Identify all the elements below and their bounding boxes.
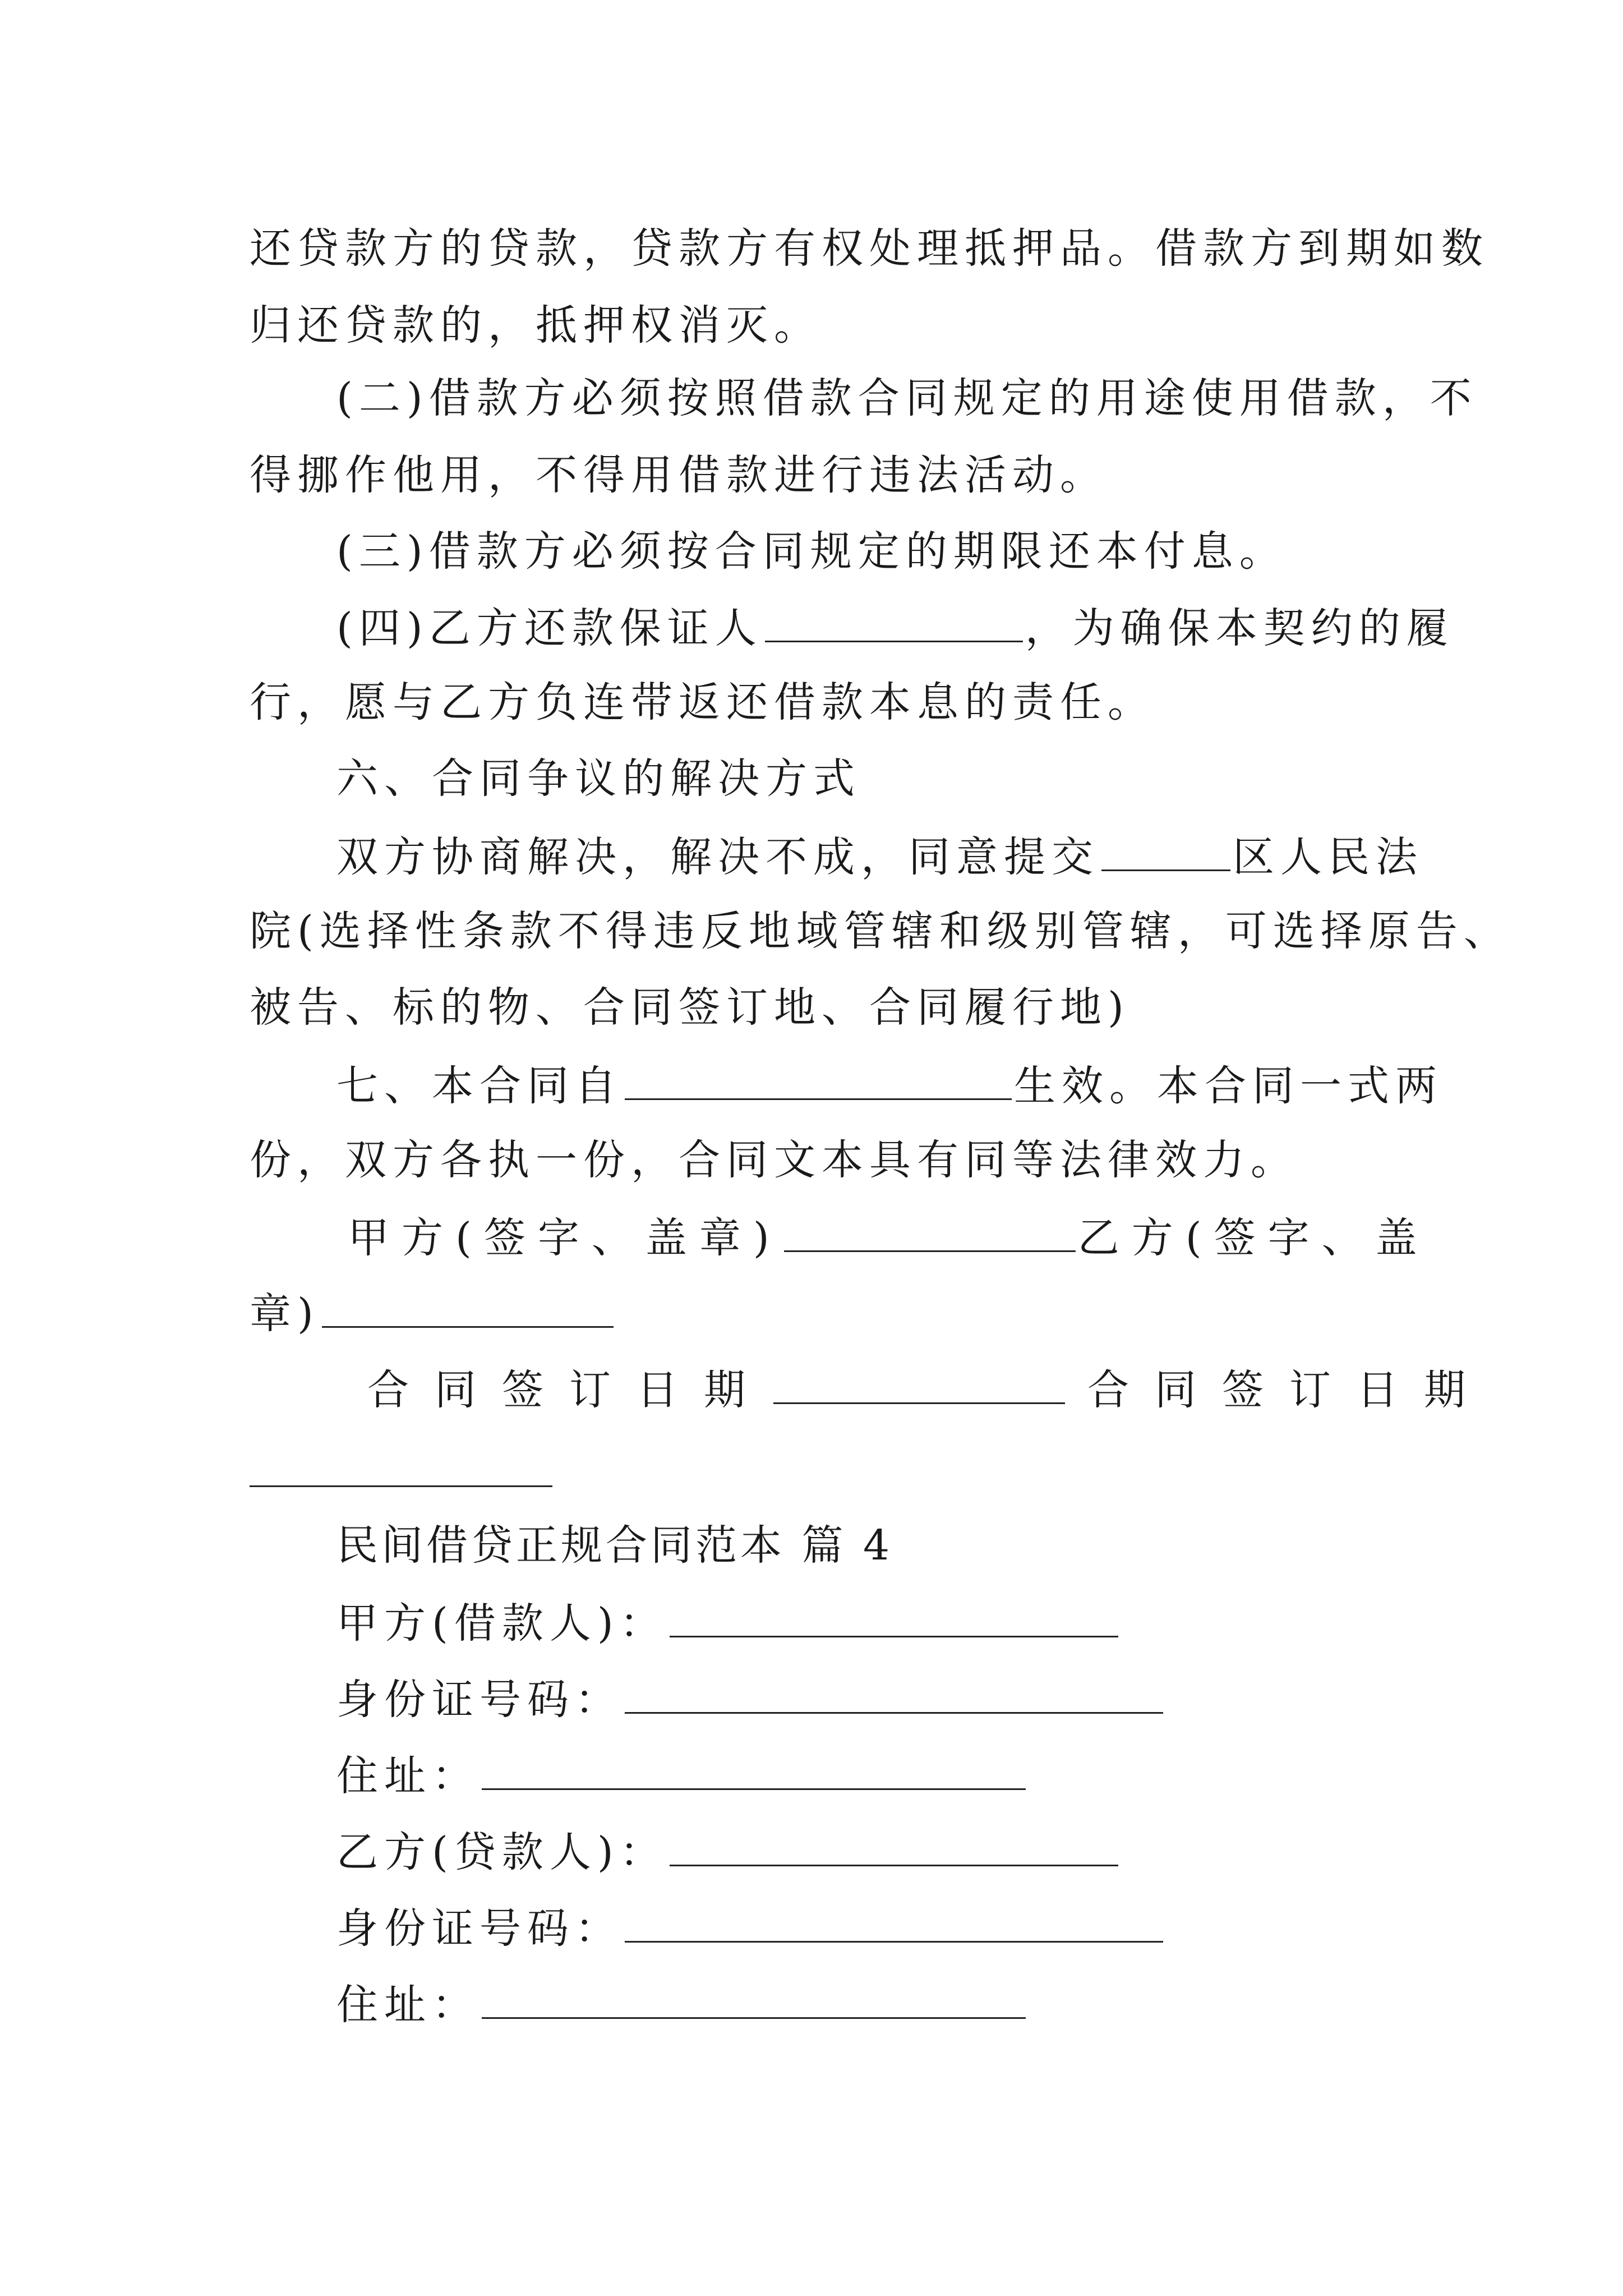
paragraph-line: 归还贷款的，抵押权消灭。 [250,301,822,349]
party-a-address-label: 住址： [336,1752,479,1800]
date-blank-b[interactable] [250,1485,552,1487]
clause-4-text-a: (四)乙方还款保证人 [336,604,763,652]
party-b-name-field[interactable] [670,1822,1118,1866]
guarantor-blank[interactable] [765,598,1023,642]
party-a-name-field[interactable] [670,1593,1118,1637]
date-label-b: 合同签订日期 [1087,1366,1491,1414]
clause-4-line-2: 行，愿与乙方负连带返还借款本息的责任。 [250,678,1155,726]
section-6-line-3: 被告、标的物、合同签订地、合同履行地) [250,983,1130,1032]
party-a-id-label: 身份证号码： [336,1676,623,1724]
section-6-line-2: 院(选择性条款不得违反地域管辖和级别管辖，可选择原告、 [250,907,1511,955]
section-7-text-b: 生效。本合同一式两 [1014,1062,1443,1110]
section-6-title: 六、合同争议的解决方式 [336,754,861,803]
party-b-signature-label: 乙方(签字、盖 [1077,1214,1430,1262]
section-7-line-2: 份，双方各执一份，合同文本具有同等法律效力。 [250,1136,1298,1184]
section-6-line-1 [336,827,1423,885]
party-b-name-row [336,1822,1121,1880]
template-4-title: 民间借贷正规合同范本 篇 4 [336,1521,893,1570]
party-b-id-row [336,1898,1165,1957]
date-blank-a[interactable] [773,1360,1065,1404]
section-6-text-a: 双方协商解决，解决不成，同意提交 [336,833,1099,881]
paragraph-line: 还贷款方的贷款，贷款方有权处理抵押品。借款方到期如数 [250,224,1489,273]
date-label-a: 合同签订日期 [367,1366,771,1414]
party-b-id-field[interactable] [625,1898,1163,1943]
court-district-blank[interactable] [1101,827,1230,871]
party-b-id-label: 身份证号码： [336,1904,623,1953]
clause-4-text-b: ，为确保本契约的履 [1025,604,1454,652]
party-b-address-label: 住址： [336,1981,479,2029]
section-7-text-a: 七、本合同自 [336,1062,623,1110]
date-line [367,1360,1491,1418]
party-a-id-field[interactable] [625,1669,1163,1714]
party-a-address-field[interactable] [482,1746,1026,1790]
signature-line [348,1208,1430,1266]
clause-3: (三)借款方必须按合同规定的期限还本付息。 [336,527,1287,576]
party-a-signature-blank[interactable] [784,1208,1076,1252]
section-7-line-1 [336,1056,1443,1114]
party-b-address-field[interactable] [482,1975,1026,2019]
party-a-name-label: 甲方(借款人)： [336,1599,667,1648]
party-a-id-row [336,1669,1165,1728]
party-b-name-label: 乙方(贷款人)： [336,1828,667,1876]
party-b-address-row [336,1975,1028,2033]
party-a-name-row [336,1593,1121,1651]
signature-line-2 [250,1283,616,1342]
clause-2-line-1: (二)借款方必须按照借款合同规定的用途使用借款，不 [336,374,1478,422]
party-b-signature-label-end: 章) [250,1290,320,1338]
effective-date-blank[interactable] [625,1056,1012,1100]
clause-2-line-2: 得挪作他用，不得用借款进行违法活动。 [250,451,1108,499]
party-b-signature-blank[interactable] [322,1283,614,1328]
clause-4-line-1 [336,598,1454,656]
party-a-address-row [336,1746,1028,1804]
section-6-text-b: 区人民法 [1233,833,1423,881]
party-a-signature-label: 甲方(签字、盖章) [348,1214,782,1262]
